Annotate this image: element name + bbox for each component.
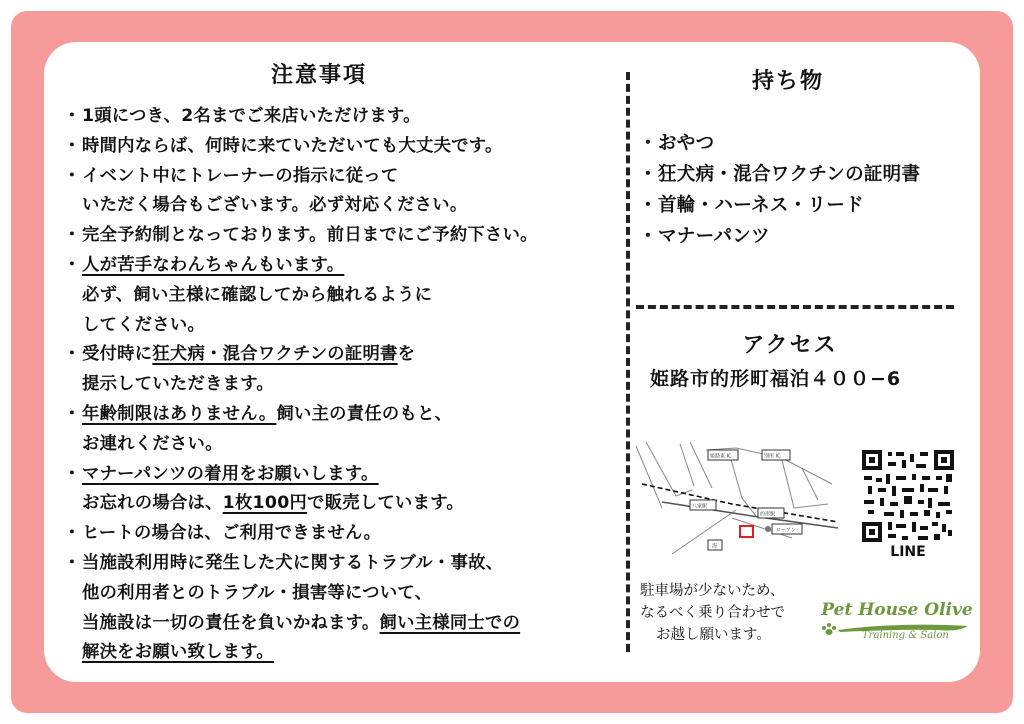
list-item-continued: 当施設は一切の責任を負いかねます。飼い主様同士での <box>82 612 521 633</box>
logo-sub: Training & Salon <box>862 630 949 641</box>
items-title: 持ち物 <box>751 69 824 94</box>
horizontal-dashed-divider <box>636 305 954 309</box>
list-item: ・人が苦手なわんちゃんもいます。 <box>63 254 345 275</box>
list-item: ・おやつ <box>638 133 715 154</box>
list-item-continued: 提示していただきます。 <box>82 374 275 395</box>
list-item: ・受付時に狂犬病・混合ワクチンの証明書を <box>63 344 416 365</box>
list-item-continued: 解決をお願い致します。 <box>82 642 275 663</box>
address: 姫路市的形町福泊４００−6 <box>650 368 902 390</box>
map-label: 別所 IC <box>764 453 781 460</box>
list-item: ・ヒートの場合は、ご利用できません。 <box>63 523 382 544</box>
list-item-continued: 必ず、飼い主様に確認してから触れるように <box>82 284 433 305</box>
vertical-dashed-divider <box>626 72 630 652</box>
list-item: ・1頭につき、2名までご来店いただけます。 <box>63 106 421 126</box>
map-label: ローソン <box>776 527 796 534</box>
list-item-continued: いただく場合もございます。必ず対応ください。 <box>82 195 468 216</box>
list-item-continued: してください。 <box>82 314 206 335</box>
line-qr-code[interactable] <box>862 450 954 542</box>
notice-title: 注意事項 <box>270 63 367 88</box>
list-item-continued: 他の利用者とのトラブル・損害等について、 <box>82 582 433 603</box>
access-map <box>632 438 842 560</box>
map-label: 姫路東 IC <box>710 453 732 460</box>
list-item: ・当施設利用時に発生した犬に関するトラブル・事故、 <box>63 552 504 573</box>
list-item: ・マナーパンツの着用をお願いします。 <box>63 463 379 484</box>
parking-note: 駐車場が少ないため、 なるべく乗り合わせで お越し願います。 <box>640 583 785 643</box>
list-item-continued: お連れください。 <box>82 433 223 454</box>
pet-house-olive-logo <box>818 598 976 656</box>
list-item: ・イベント中にトレーナーの指示に従って <box>63 165 399 186</box>
list-item: ・年齢制限はありません。飼い主の責任のもと、 <box>63 403 453 424</box>
access-title: アクセス <box>742 333 838 358</box>
list-item-continued: お忘れの場合は、1枚100円で販売しています。 <box>82 493 464 514</box>
logo-name: Pet House Olive <box>821 600 973 620</box>
list-item: ・マナーパンツ <box>638 226 770 247</box>
notice-list <box>62 102 622 668</box>
map-label: 八家駅 <box>692 503 708 510</box>
qr-label: LINE <box>890 544 926 560</box>
list-item: ・首輪・ハーネス・リード <box>638 195 864 216</box>
items-list <box>638 128 920 252</box>
list-item: ・完全予約制となっております。前日までにご予約下さい。 <box>63 225 538 246</box>
list-item: ・時間内ならば、何時に来ていただいても大丈夫です。 <box>63 135 503 156</box>
list-item: ・狂犬病・混合ワクチンの証明書 <box>638 164 921 185</box>
map-label: 的形駅 <box>760 511 776 518</box>
map-label: 海 <box>712 543 718 550</box>
